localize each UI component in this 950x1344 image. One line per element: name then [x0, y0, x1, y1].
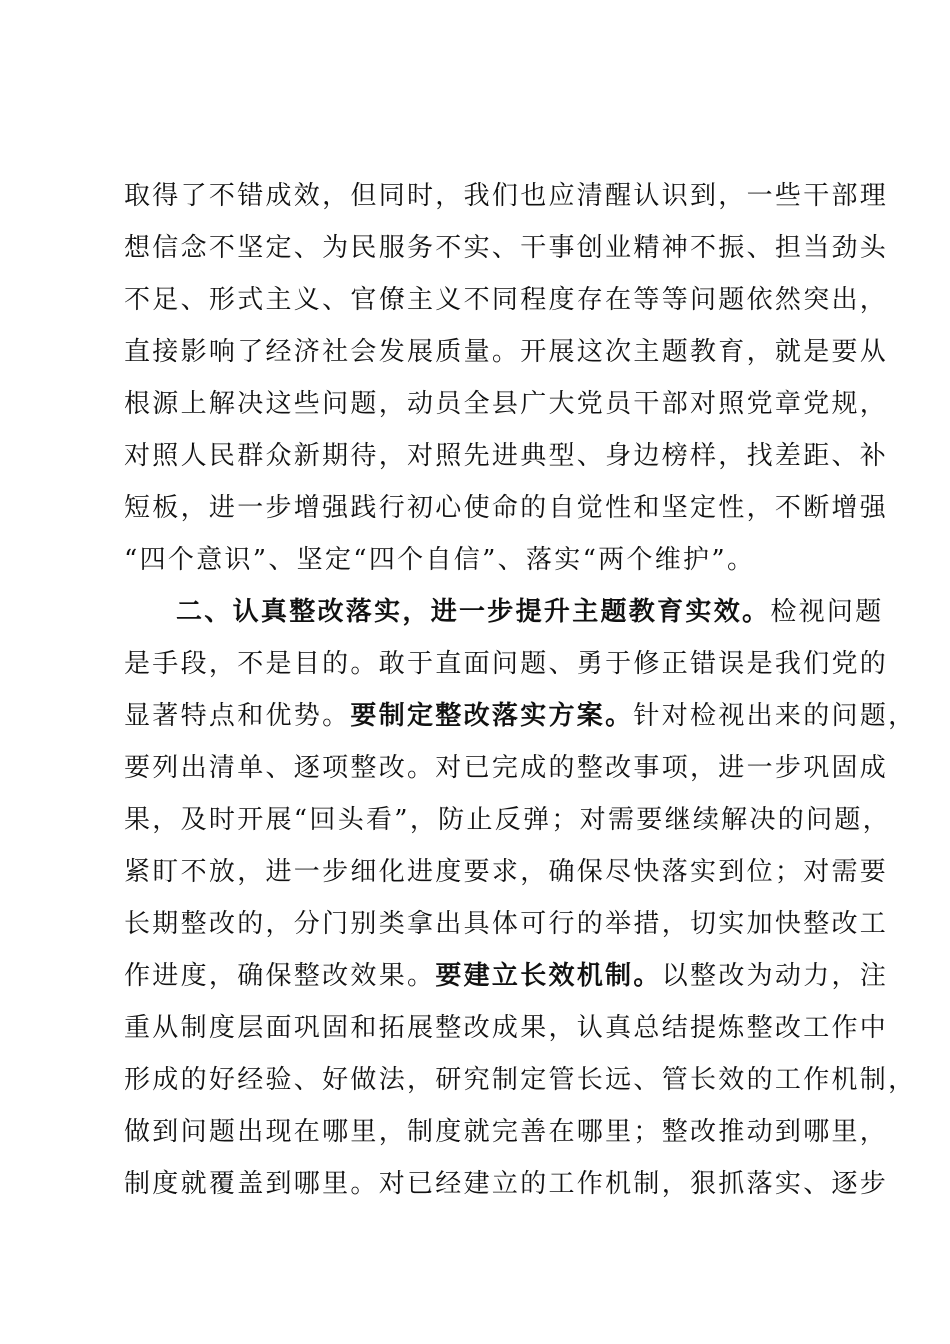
text-segment: 重从制度层面巩固和拓展整改成果，认真总结提炼整改工作中: [124, 1013, 889, 1043]
text-segment: 直接影响了经济社会发展质量。开展这次主题教育，就是要从: [124, 337, 889, 367]
text-segment: 想信念不坚定、为民服务不实、干事创业精神不振、担当劲头: [124, 233, 889, 263]
text-segment: “四个意识”、坚定“四个自信”、落实“两个维护”。: [124, 545, 756, 575]
text-line: [124, 330, 889, 382]
text-line: [124, 1006, 889, 1058]
text-line: [124, 954, 889, 1006]
text-segment: 根源上解决这些问题，动员全县广大党员干部对照党章党规，: [124, 389, 889, 419]
text-line: [124, 1162, 889, 1214]
bold-text-segment: 要制定整改落实方案。: [350, 701, 634, 731]
text-line: [124, 226, 889, 278]
text-segment: 作进度，确保整改效果。: [124, 961, 436, 991]
text-line: [124, 798, 891, 850]
text-line: [124, 590, 884, 642]
document-body: [124, 174, 917, 1214]
text-line: [124, 174, 889, 226]
text-segment: 形成的好经验、好做法，研究制定管长远、管长效的工作机制，: [124, 1065, 917, 1095]
text-line: [124, 902, 889, 954]
text-segment: 紧盯不放，进一步细化进度要求，确保尽快落实到位；对需要: [124, 857, 889, 887]
text-segment: 短板，进一步增强践行初心使命的自觉性和坚定性，不断增强: [124, 493, 889, 523]
bold-text-segment: 要建立长效机制。: [435, 961, 662, 991]
text-segment: 检视问题: [770, 597, 884, 627]
text-segment: 不足、形式主义、官僚主义不同程度存在等等问题依然突出，: [124, 285, 889, 315]
text-line: [124, 278, 889, 330]
text-line: [124, 1058, 917, 1110]
text-line: [124, 538, 844, 590]
text-segment: 做到问题出现在哪里，制度就完善在哪里；整改推动到哪里，: [124, 1117, 889, 1147]
text-segment: 显著特点和优势。: [124, 701, 351, 731]
text-segment: 长期整改的，分门别类拿出具体可行的举措，切实加快整改工: [124, 909, 889, 939]
text-segment: 果，及时开展“回头看”，防止反弹；对需要继续解决的问题，: [124, 805, 891, 835]
bold-text-segment: 二、认真整改落实，进一步提升主题教育实效。: [176, 597, 771, 627]
text-line: [124, 850, 889, 902]
text-segment: 以整改为动力，注: [661, 961, 889, 991]
text-segment: 要列出清单、逐项整改。对已完成的整改事项，进一步巩固成: [124, 753, 889, 783]
text-line: [124, 382, 889, 434]
text-segment: 制度就覆盖到哪里。对已经建立的工作机制，狠抓落实、逐步: [124, 1169, 889, 1199]
text-line: [124, 642, 889, 694]
text-segment: 对照人民群众新期待，对照先进典型、身边榜样，找差距、补: [124, 441, 889, 471]
text-line: [124, 434, 889, 486]
text-segment: 针对检视出来的问题，: [633, 701, 917, 731]
text-segment: 是手段，不是目的。敢于直面问题、勇于修正错误是我们党的: [124, 649, 889, 679]
text-line: [124, 1110, 889, 1162]
text-segment: 取得了不错成效，但同时，我们也应清醒认识到，一些干部理: [124, 181, 889, 211]
text-line: [124, 746, 889, 798]
text-line: [124, 694, 917, 746]
text-line: [124, 486, 889, 538]
